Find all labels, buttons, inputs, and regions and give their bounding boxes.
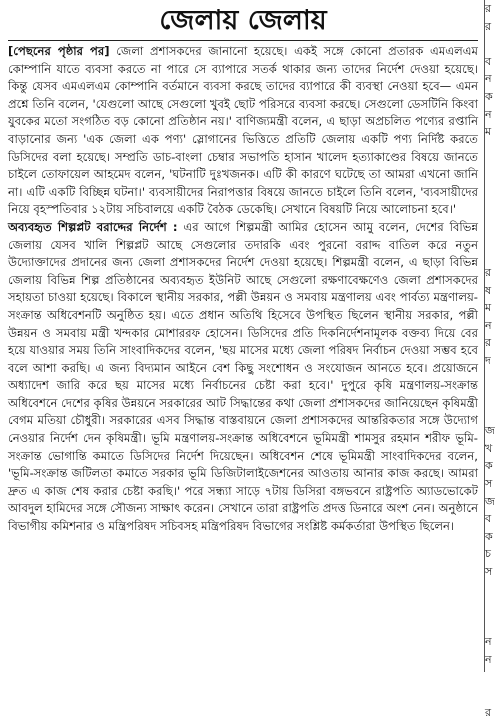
article-headline: জেলায় জেলায় xyxy=(159,5,327,36)
adjacent-column-char: ক xyxy=(485,529,493,543)
adjacent-column-char: ন xyxy=(485,652,492,666)
adjacent-column-char xyxy=(485,176,499,194)
adjacent-column-char xyxy=(485,141,499,159)
adjacent-column-char xyxy=(485,246,499,264)
adjacent-column-char xyxy=(485,35,499,53)
adjacent-column-char xyxy=(485,229,499,247)
adjacent-column-char: দ xyxy=(485,353,491,367)
adjacent-column-char xyxy=(485,211,499,229)
headline-divider xyxy=(8,40,478,41)
paragraph-1-text: জেলা প্রশাসকদের জানানো হয়েছে। একই সঙ্গে কোনো প্রতারক এমএলএম কোম্পানি যাতে ব্যবসা করতে না পারে সে ব্যাপারে সতর্ক থাকার জন্য তাদের নির্দেশ দেওয়া হয়েছে। কিন্তু যেসব এমএলএম কোম্পানি বর্তমানে ব্যবসা করছে তাদের ব্যাপারে কী ব্যবস্থা নেওয়া হবে— এমন প্রশ্নে তিনি বলেন, 'যেগুলো আছে সেগুলো খুবই ছোট পরিসরে ব্যবসা করছে। সেগুলো ডেসটিনি কিংবা যুবকের মতো সংগঠিত বড় কোনো প্রতিষ্ঠান নয়।' বাণিজ্যমন্ত্রী বলেন, এ ছাড়া অপ্রচলিত পণ্যের রপ্তানি বাড়ানোর জন্য 'এক জেলা এক পণ্য' স্লোগানের ভিত্তিতে প্রতিটি জেলায় একটি পণ্য নির্দিষ্ট করতে ডিসিদের বলা হয়েছে। সম্প্রতি ডাচ-বাংলা চেম্বার সভাপতি হাসান খালেদ হত্যাকাণ্ডের বিষয়ে জানতে চাইলে তোফায়েল আহমেদ বলেন, 'ঘটনাটি দুঃখজনক। এটি কী কারণে ঘটেছে তা আমরা এখনো জানি না। এটি একটি বিচ্ছিন্ন ঘটনা।' ব্যবসায়ীদের নিরাপত্তার বিষয়ে জানতে চাইলে তিনি বলেন, 'ব্যবসায়ীদের নিয়ে বৃহস্পতিবার ১২টায় সচিবালয়ে একটি বৈঠক ডেকেছি। সেখানে বিষয়টি নিয়ে আলোচনা হবে।' xyxy=(8,44,478,217)
adjacent-column-char: জ xyxy=(485,424,495,438)
paragraph-1 xyxy=(8,43,478,219)
adjacent-column-fragment xyxy=(484,0,499,719)
adjacent-column-char: জ xyxy=(485,494,495,508)
adjacent-column-char: চ xyxy=(485,547,491,561)
adjacent-column-char xyxy=(485,686,499,704)
adjacent-column-char xyxy=(485,598,499,616)
adjacent-column-char xyxy=(485,616,499,634)
adjacent-column-char: ন xyxy=(485,318,492,332)
adjacent-column-char: ব xyxy=(485,54,492,68)
adjacent-column-char: ন xyxy=(485,635,492,649)
adjacent-column-char: ক xyxy=(485,89,493,103)
adjacent-column-char: র xyxy=(485,705,492,719)
adjacent-column-char xyxy=(485,369,499,387)
adjacent-column-char xyxy=(485,387,499,405)
adjacent-column-char xyxy=(485,158,499,176)
adjacent-column-char: র xyxy=(485,2,492,15)
adjacent-column-char: স xyxy=(485,477,493,491)
adjacent-column-char: ন xyxy=(485,72,492,86)
adjacent-column-char: ম xyxy=(485,301,492,315)
adjacent-column-char xyxy=(485,405,499,423)
continued-from-label: [পেছনের পৃষ্ঠার পর] xyxy=(8,44,110,58)
adjacent-column-char xyxy=(485,581,499,599)
adjacent-column-char: ন xyxy=(485,107,492,121)
adjacent-column-char xyxy=(485,194,499,212)
paragraph-2 xyxy=(8,219,478,536)
section-subhead: অব্যবহৃত শিল্পপ্লট বরাদ্দের নির্দেশ : xyxy=(8,219,178,234)
adjacent-column-char: র xyxy=(485,336,492,350)
adjacent-column-char: ম xyxy=(485,125,492,139)
adjacent-column-char xyxy=(485,669,499,687)
news-article xyxy=(6,0,480,672)
adjacent-column-char: খ xyxy=(485,441,493,455)
adjacent-column-char: স xyxy=(485,565,493,578)
paragraph-2-text: এর আগে শিল্পমন্ত্রী আমির হোসেন আমু বলেন, দেশের বিভিন্ন জেলায় যেসব খালি শিল্পপ্লট আছে সেগুলোর তদারকি এবং পুরনো বরাদ্দ বাতিল করে নতুন উদ্যোক্তাদের প্রদানের জন্য জেলা প্রশাসকদের নির্দেশ দেওয়া হয়েছে। শিল্পমন্ত্রী বলেন, এ ছাড়া বিভিন্ন জেলায় বিভিন্ন শিল্প প্রতিষ্ঠানের অব্যবহৃত ইউনিট আছে সেগুলো রক্ষণাবেক্ষণেও জেলা প্রশাসকদের সহায়তা চাওয়া হয়েছে। বিকালে স্থানীয় সরকার, পল্লী উন্নয়ন ও সমবায় মন্ত্রণালয় এবং পার্বত্য মন্ত্রণালয়-সংক্রান্ত অধিবেশনটি অনুষ্ঠিত হয়। এতে প্রধান অতিথি হিসেবে উপস্থিত ছিলেন স্থানীয় সরকার, পল্লী উন্নয়ন ও সমবায় মন্ত্রী খন্দকার মোশাররফ হোসেন। ডিসিদের প্রতি দিকনির্দেশনামূলক বক্তব্য দিয়ে বের হয়ে যাওয়ার সময় তিনি সাংবাদিকদের বলেন, 'ছয় মাসের মধ্যে জেলা পরিষদ নির্বাচন দেওয়া সম্ভব হবে বলে আশা করছি। এ জন্য বিদ্যমান আইনে বেশ কিছু সংশোধন ও সংযোজন আনতে হবে। প্রয়োজনে অধ্যাদেশ জারি করে ছয় মাসের মধ্যে নির্বাচনের চেষ্টা করা হবে।' দুপুরে কৃষি মন্ত্রণালয়-সংক্রান্ত অধিবেশনে দেশের কৃষির উন্নয়নে সরকারের আট সিদ্ধান্তের কথা জেলা প্রশাসকদের জানিয়েছেন কৃষিমন্ত্রী বেগম মতিয়া চৌধুরী। সরকারের এসব সিদ্ধান্ত বাস্তবায়নে জেলা প্রশাসকদের আন্তরিকতার সঙ্গে উদ্যোগ নেওয়ার নির্দেশ দেন কৃষিমন্ত্রী। ভূমি মন্ত্রণালয়-সংক্রান্ত অধিবেশনে ভূমিমন্ত্রী শামসুর রহমান শরীফ ভূমি-সংক্রান্ত ভোগান্তি কমাতে ডিসিদের নির্দেশ দিয়েছেন। অধিবেশন শেষে ভূমিমন্ত্রী সাংবাদিকদের বলেন, 'ভূমি-সংক্রান্ত জটিলতা কমাতে সরকার ভূমি ডিজিটালাইজেশনের আওতায় আনার কাজ করছে। আমরা দ্রুত এ কাজ শেষ করার চেষ্টা করছি।' পরে সন্ধ্যা সাড়ে ৭টায় ডিসিরা বঙ্গভবনে রাষ্ট্রপতি অ্যাডভোকেট আবদুল হামিদের সঙ্গে সৌজন্য সাক্ষাৎ করেন। সেখানে তারা রাষ্ট্রপতি প্রদত্ত ডিনারে অংশ নেন। অনুষ্ঠানে বিভাগীয় কমিশনার ও মন্ত্রিপরিষদ সচিবসহ মন্ত্রিপরিষদ বিভাগের সংশ্লিষ্ট কর্মকর্তারা উপস্থিত ছিলেন। xyxy=(8,219,479,534)
adjacent-column-char: ষ xyxy=(485,283,492,297)
adjacent-column-char: র xyxy=(485,265,492,279)
adjacent-column-char: র xyxy=(485,19,492,33)
adjacent-column-char: ক xyxy=(485,459,493,473)
adjacent-column-char: ব xyxy=(485,512,492,526)
article-body xyxy=(8,43,478,669)
